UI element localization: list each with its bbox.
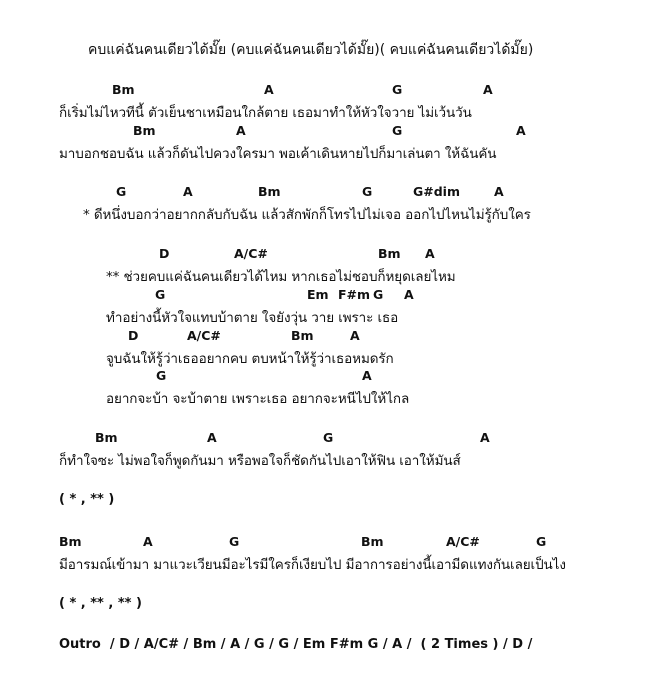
chord-line — [0, 430, 670, 446]
chord: G — [229, 534, 240, 549]
chord-line — [0, 246, 670, 262]
chord: G — [373, 287, 384, 302]
chord: Bm — [59, 534, 82, 549]
chord: A — [264, 82, 274, 97]
chord: A/C# — [187, 328, 221, 343]
lyric-line: มาบอกชอบฉัน แล้วก็ดันไปควงใครมา พอเค้าเดินหายไปก็มาเล่นตา ให้ฉันคัน — [59, 146, 497, 162]
chord: A — [425, 246, 435, 261]
chord: G — [536, 534, 547, 549]
chord: G — [362, 184, 373, 199]
chord-line — [0, 328, 670, 344]
chord-line — [0, 123, 670, 139]
chord: A — [483, 82, 493, 97]
lyric-line: ก็เริ่มไม่ไหวทีนี้ ตัวเย็นชาเหมือนใกล้ตาย เธอมาทำให้หัวใจวาย ไม่เว้นวัน — [59, 105, 472, 121]
chord: G#dim — [413, 184, 460, 199]
chord: Bm — [133, 123, 156, 138]
chord: A — [362, 368, 372, 383]
chord: D — [128, 328, 139, 343]
repeat-marker: ( * , ** ) — [59, 492, 115, 507]
chord-line — [0, 82, 670, 98]
lyric-line: ** ช่วยคบแค่ฉันคนเดียวได้ไหม หากเธอไม่ชอบก็หยุดเลยไหม — [106, 269, 456, 285]
lyric-line: ทำอย่างนี้หัวใจแทบบ้าตาย ใจยังวุ่น วาย เพราะ เธอ — [106, 310, 399, 326]
chord: G — [392, 123, 403, 138]
chord: Bm — [361, 534, 384, 549]
chord-line — [0, 184, 670, 200]
lyric-line: มีอารมณ์เข้ามา มาแวะเวียนมีอะไรมีใครก็เงียบไป มีอาการอย่างนี้เอามีดแทงกันเลยเป็นไง — [59, 557, 566, 573]
chord: F#m — [338, 287, 371, 302]
repeat-marker: ( * , ** , ** ) — [59, 596, 142, 611]
chord-line — [0, 368, 670, 384]
chord: G — [155, 287, 166, 302]
outro-line: Outro / D / A/C# / Bm / A / G / G / Em F#m G / A / ( 2 Times ) / D / — [59, 637, 533, 652]
chord: A — [143, 534, 153, 549]
chord: A — [516, 123, 526, 138]
chord: G — [392, 82, 403, 97]
chord: G — [156, 368, 167, 383]
chord: G — [323, 430, 334, 445]
lyric-line: * ดีหนึ่งบอกว่าอยากกลับกับฉัน แล้วสักพักก็โทรไปไม่เจอ ออกไปไหนไม่รู้กับใคร — [83, 207, 531, 223]
chord: Em — [307, 287, 329, 302]
lyric-line: ก็ทำใจซะ ไม่พอใจก็พูดกันมา หรือพอใจก็ชัดกันไปเอาให้ฟิน เอาให้มันส์ — [59, 453, 461, 469]
chord: Bm — [258, 184, 281, 199]
lyric-line: อยากจะบ้า จะบ้าตาย เพราะเธอ อยากจะหนีไปให้ไกล — [106, 391, 410, 407]
chord: Bm — [95, 430, 118, 445]
chord: Bm — [291, 328, 314, 343]
chord: A — [236, 123, 246, 138]
chord: Bm — [112, 82, 135, 97]
chord: Bm — [378, 246, 401, 261]
chord: A/C# — [446, 534, 480, 549]
chord: A — [404, 287, 414, 302]
chord: A — [350, 328, 360, 343]
chord-line — [0, 287, 670, 303]
chord: D — [159, 246, 170, 261]
chord: A — [494, 184, 504, 199]
chord: A — [183, 184, 193, 199]
song-title: คบแค่ฉันคนเดียวได้มั๊ย (คบแค่ฉันคนเดียวได้มั๊ย)( คบแค่ฉันคนเดียวได้มั๊ย) — [88, 42, 534, 58]
chord: A/C# — [234, 246, 268, 261]
chord: A — [207, 430, 217, 445]
lyric-line: จูบฉันให้รู้ว่าเธออยากคบ ตบหน้าให้รู้ว่าเธอหมดรัก — [106, 351, 394, 367]
chord: A — [480, 430, 490, 445]
chord-line — [0, 534, 670, 550]
chord: G — [116, 184, 127, 199]
